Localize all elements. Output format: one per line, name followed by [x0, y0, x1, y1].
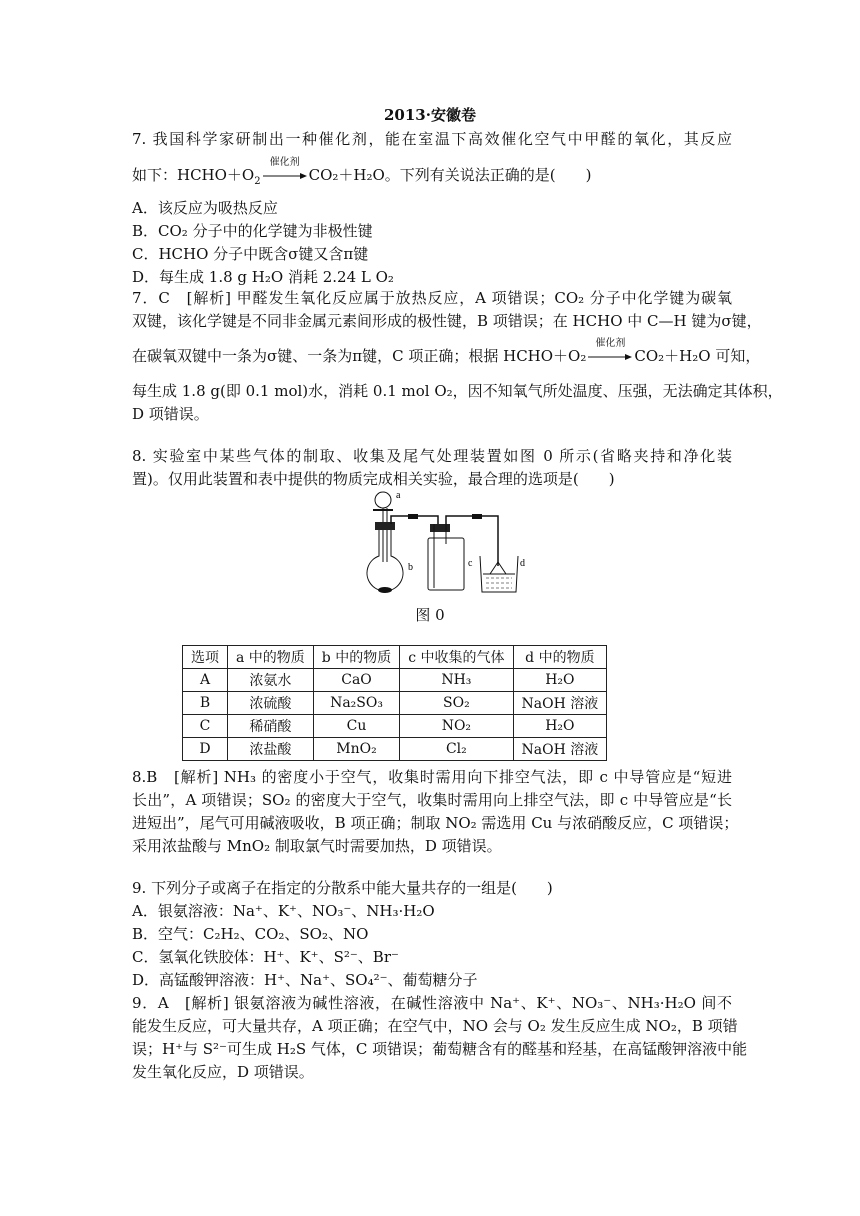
catalyst-label: 催化剂: [269, 157, 300, 168]
label-a: a: [396, 490, 401, 501]
q7-answer-line3: [132, 338, 761, 367]
gas-bottle-c: [428, 524, 473, 590]
q7-answer-line5: D 项错误。: [132, 405, 209, 423]
q9-option-a: A．银氨溶液：Na⁺、K⁺、NO₃⁻、NH₃·H₂O: [132, 902, 435, 920]
label-b: b: [408, 562, 413, 573]
q7-answer-line3-pre: 在碳氧双键中一条为σ键、一条为π键，C 项正确；根据 HCHO＋O₂: [132, 347, 587, 365]
q9-stem: 9. 下列分子或离子在指定的分散系中能大量共存的一组是( ): [132, 879, 553, 897]
q7-answer-line1: 7．C [解析] 甲醛发生氧化反应属于放热反应，A 项错误；CO₂ 分子中化学键为碳氧: [132, 289, 732, 307]
table-cell: D: [183, 738, 228, 761]
table-cell: 稀硝酸: [228, 715, 314, 738]
table-cell: NaOH 溶液: [513, 738, 607, 761]
table-cell: 浓盐酸: [228, 738, 314, 761]
table-cell: Na₂SO₃: [313, 692, 399, 715]
table-cell: 浓氨水: [228, 669, 314, 692]
table-header: b 中的物质: [313, 646, 399, 669]
q7-stem-line2: 如下：$HCHO+O_2$ 催化剂 CO₂＋H₂O。下列有关说法正确的是( ): [132, 164, 732, 193]
table-row: [183, 738, 607, 761]
q9-answer-line1: 9．A [解析] 银氨溶液为碱性溶液，在碱性溶液中 Na⁺、K⁺、NO₃⁻、NH₃·H₂O 间不: [132, 994, 732, 1012]
options-table: [182, 645, 607, 761]
q7-stem-line1: 7. 我国科学家研制出一种催化剂，能在室温下高效催化空气中甲醛的氧化，其反应: [132, 130, 732, 148]
catalyst-arrow: [263, 157, 307, 186]
table-cell: SO₂: [400, 692, 513, 715]
q9-answer-line4: 发生氧化反应，D 项错误。: [132, 1063, 314, 1081]
label-c: c: [468, 558, 473, 569]
table-cell: NH₃: [400, 669, 513, 692]
table-header-row: [183, 646, 607, 669]
figure-caption: 图 0: [415, 606, 445, 624]
q9-option-c: C．氢氧化铁胶体：H⁺、K⁺、S²⁻、Br⁻: [132, 948, 399, 966]
tube-joint-1: [408, 514, 418, 519]
q7-option-a: A．该反应为吸热反应: [132, 199, 278, 217]
q7-option-d: D．每生成 1.8 g H₂O 消耗 2.24 L O₂: [132, 268, 394, 286]
apparatus-figure: [360, 488, 560, 600]
q7-answer-line3-post: CO₂＋H₂O 可知，: [634, 347, 761, 365]
q7-option-b: B．CO₂ 分子中的化学键为非极性键: [132, 222, 373, 240]
q9-answer-line3: 误；H⁺与 S²⁻可生成 H₂S 气体，C 项错误；葡萄糖含有的醛基和羟基，在高锰酸钾溶液中能: [132, 1040, 748, 1058]
beaker-d: [480, 556, 525, 592]
catalyst-arrow-2: [588, 338, 632, 367]
table-row: [183, 669, 607, 692]
q9-option-b: B．空气：C₂H₂、CO₂、SO₂、NO: [132, 925, 369, 943]
q9-answer-line2: 能发生反应，可大量共存，A 项正确；在空气中，NO 会与 O₂ 发生反应生成 NO₂，B 项错: [132, 1017, 738, 1035]
table-header: d 中的物质: [513, 646, 607, 669]
q8-answer-line2: 长出”，A 项错误；SO₂ 的密度大于空气，收集时需用向上排空气法，即 c 中导管应是“长: [132, 791, 732, 809]
q8-answer-line1: 8.B [解析] NH₃ 的密度小于空气，收集时需用向下排空气法，即 c 中导管应是“短进: [132, 768, 732, 786]
q7-answer-line2: 双键，该化学键是不同非金属元素间形成的极性键，B 项错误；在 HCHO 中 C—H 键为σ键，: [132, 312, 762, 330]
table-cell: MnO₂: [313, 738, 399, 761]
table-header: 选项: [183, 646, 228, 669]
table-cell: C: [183, 715, 228, 738]
table-header: a 中的物质: [228, 646, 314, 669]
q7-option-c: C．HCHO 分子中既含σ键又含π键: [132, 245, 369, 263]
table-cell: H₂O: [513, 669, 607, 692]
label-d: d: [520, 558, 525, 569]
stopper-1: [375, 522, 395, 530]
q8-answer-line3: 进短出”，尾气可用碱液吸收，B 项正确；制取 NO₂ 需选用 Cu 与浓硝酸反应，C 项错误；: [132, 814, 739, 832]
catalyst-label-2: 催化剂: [595, 338, 626, 349]
table-cell: Cl₂: [400, 738, 513, 761]
table-cell: A: [183, 669, 228, 692]
table-cell: NO₂: [400, 715, 513, 738]
table-cell: Cu: [313, 715, 399, 738]
q7-answer-line4: 每生成 1.8 g(即 0.1 mol)水，消耗 0.1 mol O₂，因不知氧气所处温度、压强，无法确定其体积，: [132, 382, 783, 400]
table-header: c 中收集的气体: [400, 646, 513, 669]
table-cell: H₂O: [513, 715, 607, 738]
q7-stem-pre: 如下：HCHO＋O: [132, 166, 255, 184]
q8-answer-line4: 采用浓盐酸与 MnO₂ 制取氯气时需要加热，D 项错误。: [132, 837, 502, 855]
section-title: 2013·安徽卷: [384, 106, 476, 124]
q8-stem-line1: 8. 实验室中某些气体的制取、收集及尾气处理装置如图 0 所示(省略夹持和净化装: [132, 447, 732, 465]
table-cell: 浓硫酸: [228, 692, 314, 715]
q8-stem-line2: 置)。仅用此装置和表中提供的物质完成相关实验，最合理的选项是( ): [132, 470, 615, 488]
table-row: [183, 692, 607, 715]
table-cell: NaOH 溶液: [513, 692, 607, 715]
round-flask-b: [367, 530, 413, 593]
table-cell: CaO: [313, 669, 399, 692]
table-row: [183, 715, 607, 738]
q9-option-d: D．高锰酸钾溶液：H⁺、Na⁺、SO₄²⁻、葡萄糖分子: [132, 971, 478, 989]
table-cell: B: [183, 692, 228, 715]
q7-stem-post: CO₂＋H₂O。下列有关说法正确的是( ): [308, 166, 592, 184]
tube-joint-2: [472, 514, 482, 519]
